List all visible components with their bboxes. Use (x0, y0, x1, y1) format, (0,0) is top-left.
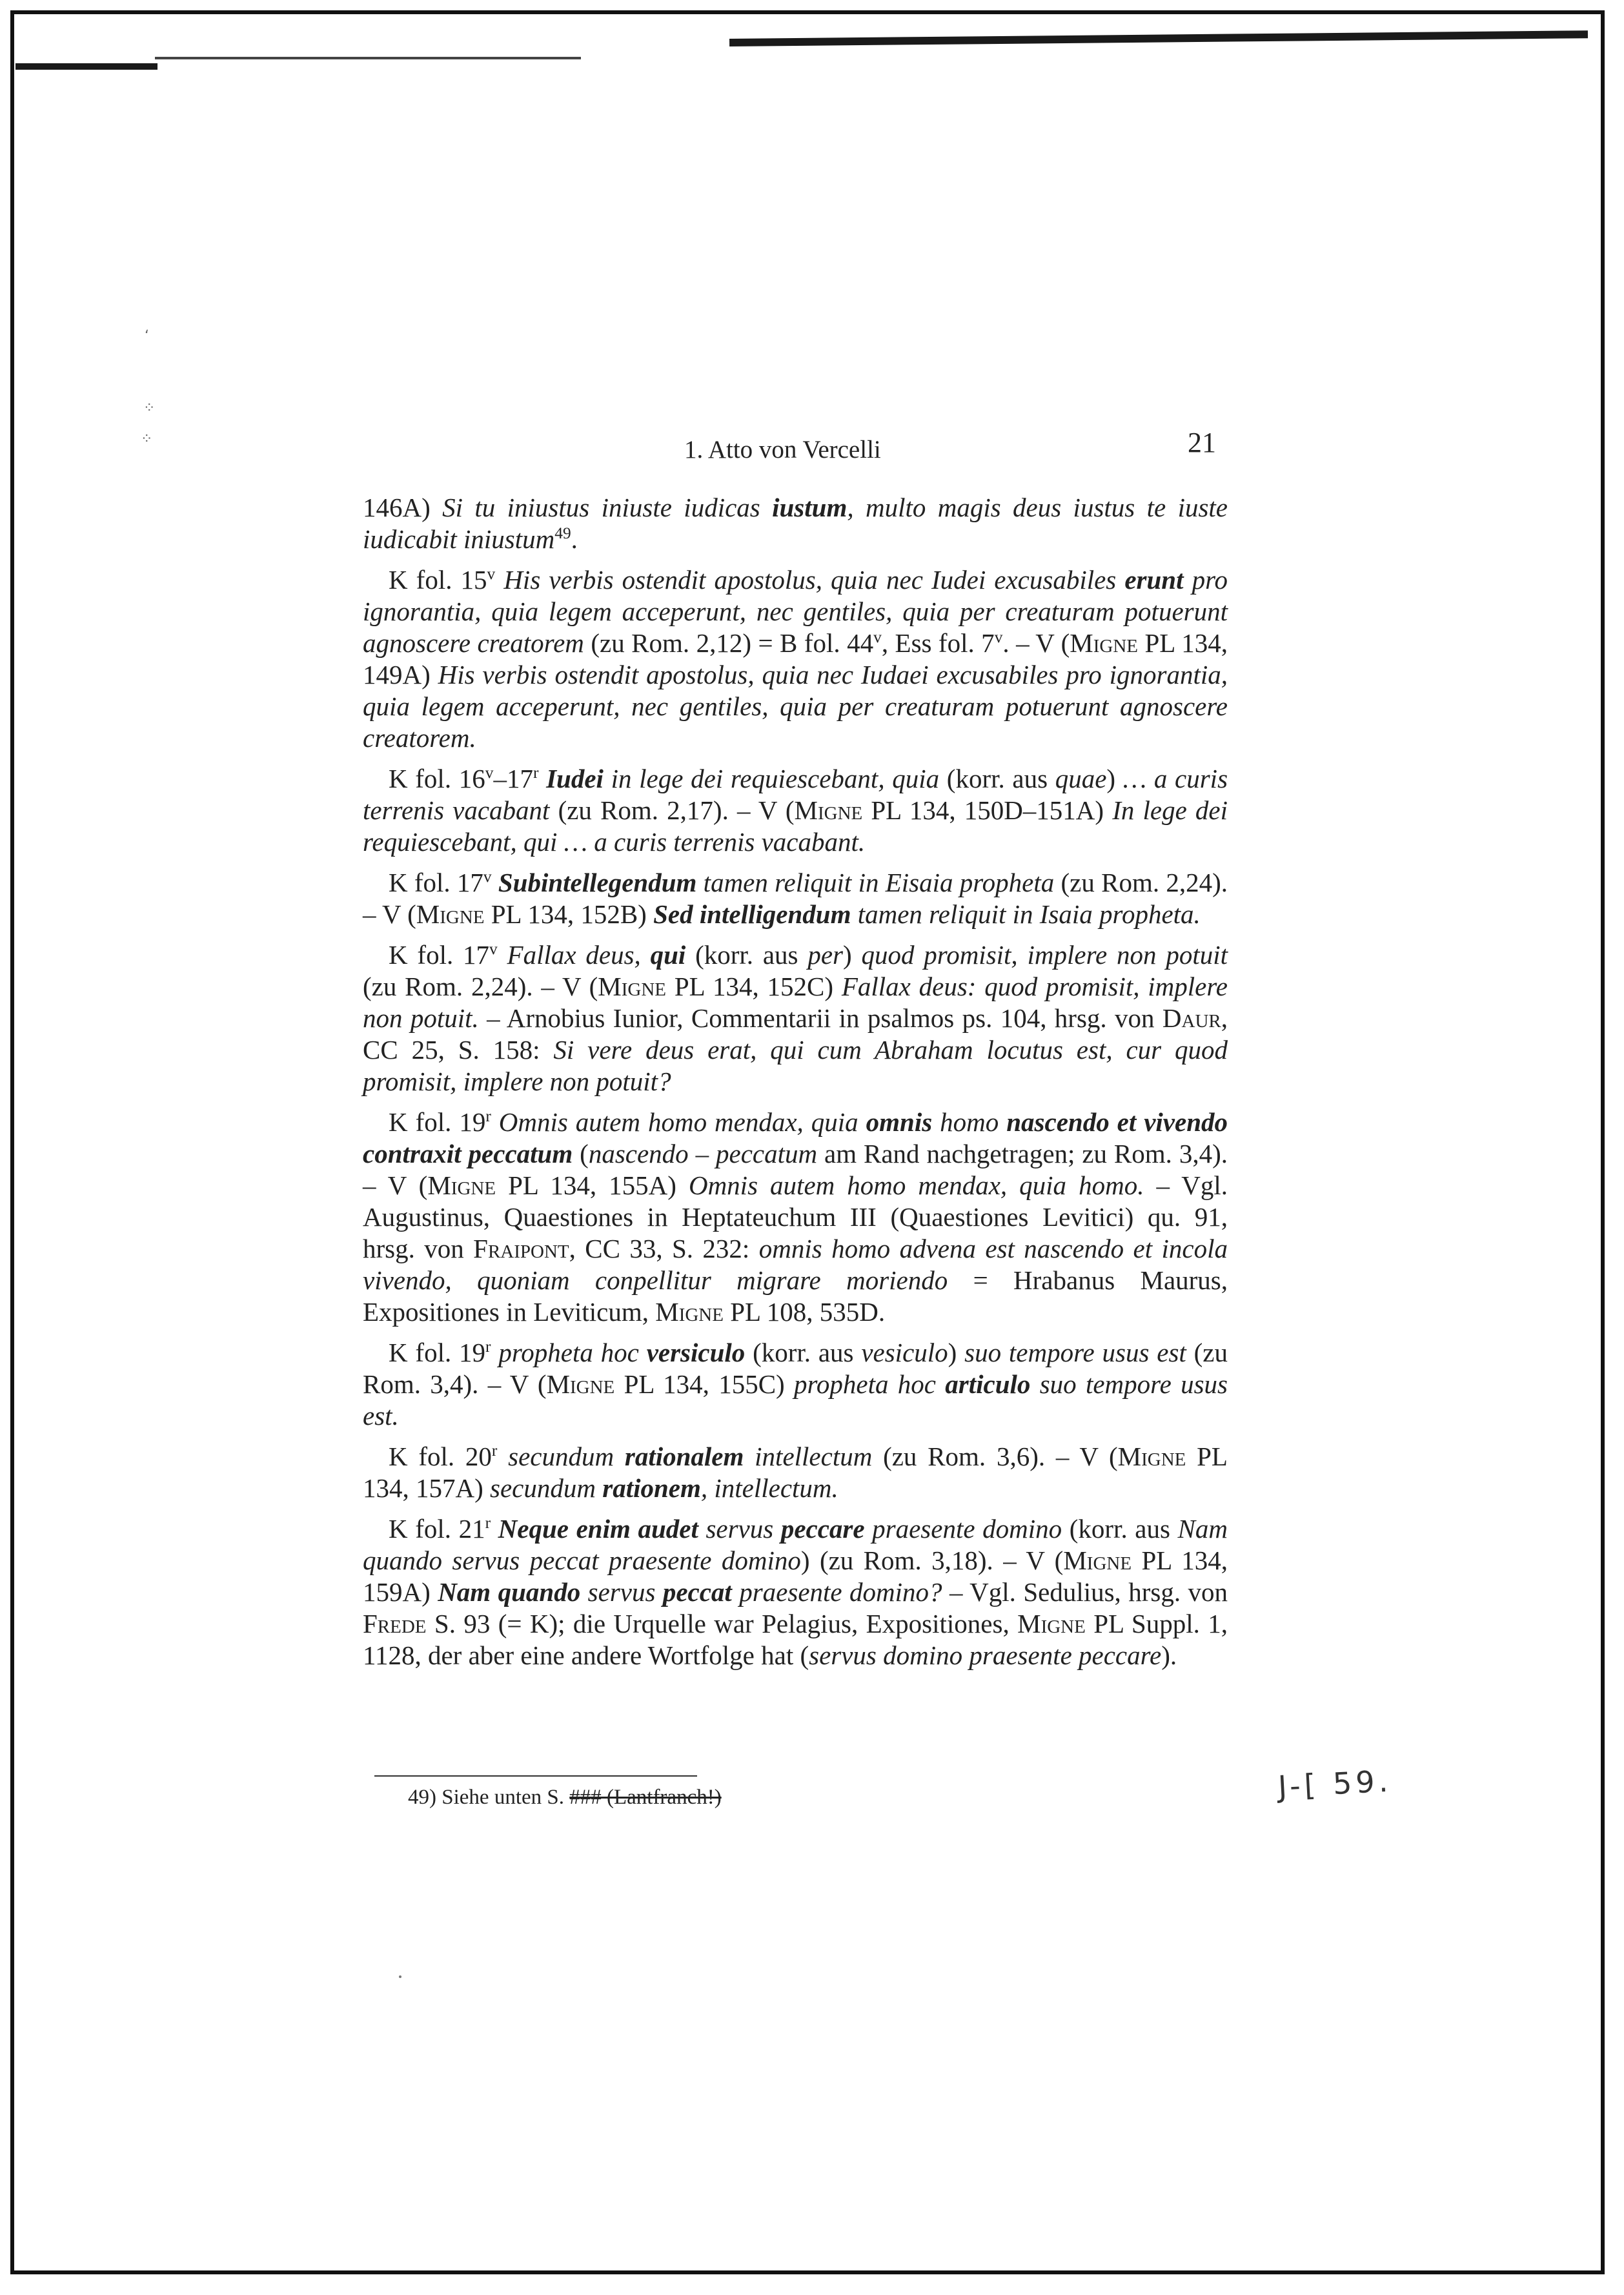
page-number: 21 (1188, 427, 1216, 458)
paragraph: 146A) Si tu iniustus iniuste iudicas iustum, multo magis deus iustus te iuste iudicabit iniustum$^{49}$. (363, 493, 1228, 554)
paragraph: K fol. 17$^v$ Fallax deus, qui (korr. aus per) quod promisit, implere non potuit (zu Rom. 2,24). – V (Migne PL 134, 152C) Fallax deus: quod promisit, implere non potuit. – Arnobius Iunior, Commentarii in psalmos ps. 104, hrsg. von Daur, CC 25, S. 158: Si vere deus erat, qui cum Abraham locutus est, cur quod promisit, implere non potuit? (363, 939, 1228, 1096)
handwritten-margin-note: J-[ 59. (1277, 1763, 1393, 1804)
scan-mark (15, 63, 157, 70)
paragraph: K fol. 21$^r$ Neque enim audet servus peccare praesente domino (korr. aus Nam quando servus peccat praesente domino) (zu Rom. 3,18). – V (Migne PL 134, 159A) Nam quando servus peccat praesente domino? – Vgl. Sedulius, hrsg. von Frede S. 93 (= K); die Urquelle war Pelagius, Expositiones, Migne PL Suppl. 1, 1128, der aber eine andere Wortfolge hat (servus domino praesente peccare). (363, 1513, 1228, 1670)
footnote-text: Siehe unten S. (442, 1786, 564, 1809)
scan-speck: ⁘ (143, 400, 156, 416)
scan-speck: ʻ (145, 328, 149, 344)
paragraph: K fol. 19$^r$ Omnis autem homo mendax, quia omnis homo nascendo et vivendo contraxit peccatum (nascendo – peccatum am Rand nachgetragen; zu Rom. 3,4). – V (Migne PL 134, 155A) Omnis autem homo mendax, quia homo. – Vgl. Augustinus, Quaestiones in Heptateuchum III (Quaestiones Levitici) qu. 91, hrsg. von Fraipont, CC 33, S. 232: omnis homo advena est nascendo et incola vivendo, quoniam conpellitur migrare moriendo = Hrabanus Maurus, Expositiones in Leviticum, Migne PL 108, 535D. (363, 1107, 1228, 1327)
footnote-number: 49) (408, 1786, 436, 1809)
scan-speck (399, 1975, 401, 1978)
scan-speck: ⁘ (141, 431, 153, 447)
scan-mark (155, 57, 581, 59)
footnote (408, 1786, 722, 1810)
paragraph: K fol. 17$^v$ Subintellegendum tamen reliquit in Eisaia propheta (zu Rom. 2,24). – V (Migne PL 134, 152B) Sed intelligendum tamen reliquit in Isaia propheta. (363, 867, 1228, 929)
paragraph: K fol. 20$^r$ secundum rationalem intellectum (zu Rom. 3,6). – V (Migne PL 134, 157A) secundum rationem, intellectum. (363, 1441, 1228, 1503)
running-head: 1. Atto von Vercelli (684, 436, 881, 464)
paragraph: K fol. 15$^v$ His verbis ostendit apostolus, quia nec Iudei excusabiles erunt pro ignorantia, quia legem acceperunt, nec gentiles, quia per creaturam potuerunt agnoscere creatorem (zu Rom. 2,12) = B fol. 44$^v$, Ess fol. 7$^v$. – V (Migne PL 134, 149A) His verbis ostendit apostolus, quia nec Iudaei excusabiles pro ignorantia, quia legem acceperunt, nec gentiles, quia per creaturam potuerunt agnoscere creatorem. (363, 564, 1228, 753)
paragraph: K fol. 16$^v$–17$^r$ Iudei in lege dei requiescebant, quia (korr. aus quae) … a curis terrenis vacabant (zu Rom. 2,17). – V (Migne PL 134, 150D–151A) In lege dei requiescebant, qui … a curis terrenis vacabant. (363, 763, 1228, 857)
main-text (363, 492, 1228, 1680)
footnote-struck-text: ### (Lantfranch!) (569, 1786, 722, 1809)
footnote-rule (374, 1775, 697, 1777)
paragraph: K fol. 19$^r$ propheta hoc versiculo (korr. aus vesiculo) suo tempore usus est (zu Rom. 3,4). – V (Migne PL 134, 155C) propheta hoc articulo suo tempore usus est. (363, 1337, 1228, 1431)
